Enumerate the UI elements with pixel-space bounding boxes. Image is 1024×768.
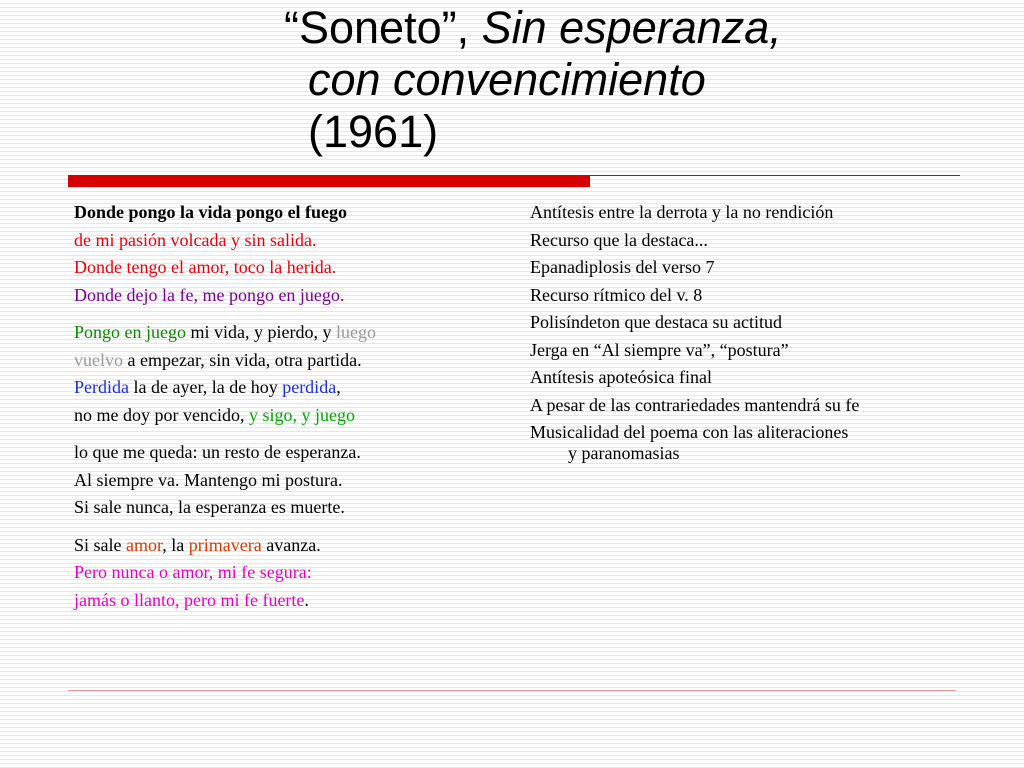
title-line-3: (1961) — [308, 106, 439, 157]
title-line-2: con convencimiento — [308, 54, 706, 105]
poem-column — [74, 199, 504, 614]
poem-line: Si sale nunca, la esperanza es muerte. — [74, 497, 345, 517]
poem-line: Donde pongo la vida pongo el fuego — [74, 202, 348, 222]
note-item: Antítesis apoteósica final — [530, 367, 712, 387]
note-item: Recurso rítmico del v. 8 — [530, 284, 703, 305]
poem-line: jamás o llanto, pero mi fe fuerte. — [74, 589, 309, 610]
poem-line: de mi pasión volcada y sin salida. — [74, 229, 317, 250]
title-italic: Sin esperanza, — [481, 2, 782, 53]
poem-line: Perdida la de ayer, la de hoy perdida, — [74, 377, 341, 397]
note-item: A pesar de las contrariedades mantendrá su fe — [530, 394, 860, 415]
note-item: Musicalidad del poema con las aliteraciones y paranomasias — [530, 422, 849, 463]
slide-title — [284, 2, 1004, 158]
note-item: Polisíndeton que destaca su actitud — [530, 312, 782, 332]
poem-line: vuelvo a empezar, sin vida, otra partida. — [74, 349, 362, 370]
poem-line: Si sale amor, la primavera avanza. — [74, 534, 321, 555]
note-item: Jerga en “Al siempre va”, “postura” — [530, 339, 789, 360]
note-item: Antítesis entre la derrota y la no rendición — [530, 202, 834, 222]
footer-divider-line — [68, 690, 956, 691]
poem-line: Al siempre va. Mantengo mi postura. — [74, 469, 343, 490]
poem-line: lo que me queda: un resto de esperanza. — [74, 442, 361, 462]
note-item: Recurso que la destaca... — [530, 229, 708, 250]
poem-line: no me doy por vencido, y sigo, y juego — [74, 404, 355, 425]
title-line-1: “Soneto”, Sin esperanza, — [284, 2, 782, 53]
poem-line: Donde dejo la fe, me pongo en juego. — [74, 284, 345, 305]
note-item: Epanadiplosis del verso 7 — [530, 257, 715, 277]
title-divider-line — [590, 175, 960, 176]
poem-line: Pero nunca o amor, mi fe segura: — [74, 562, 312, 582]
notes-column — [530, 199, 1000, 464]
title-accent-bar — [68, 175, 590, 187]
poem-line: Pongo en juego mi vida, y pierdo, y luego — [74, 322, 376, 342]
poem-line: Donde tengo el amor, toco la herida. — [74, 257, 337, 277]
